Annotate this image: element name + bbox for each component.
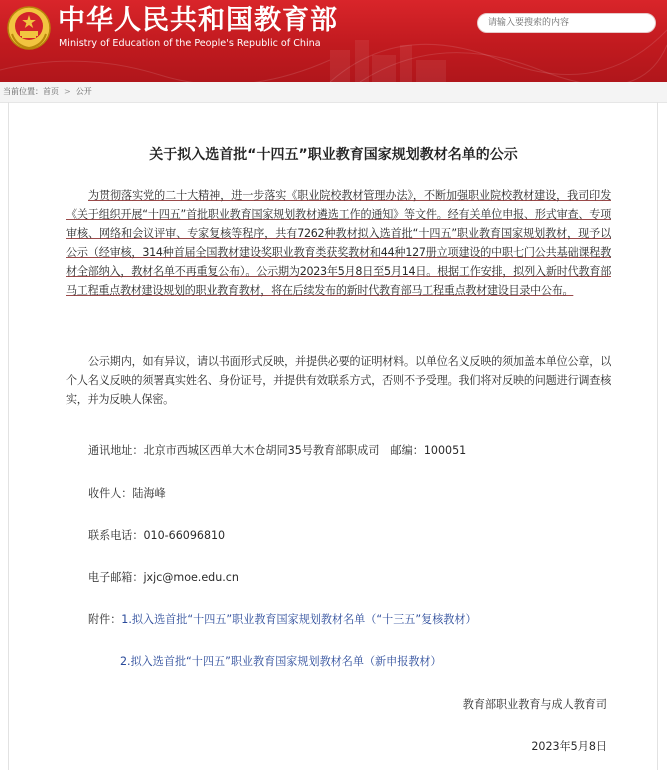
contact-phone: 联系电话：010-66096810 bbox=[88, 529, 226, 542]
breadcrumb-home-link[interactable]: 首页 bbox=[43, 87, 59, 96]
article-paragraph-1: 为贯彻落实党的二十大精神，进一步落实《职业院校教材管理办法》，不断加强职业院校教材建设，我司印发《关于组织开展“十四五”首批职业教育国家规划教材遴选工作的通知》等文件。经有关单位申报、形式审查、专项审核、网络和会议评审、专家复核等程序，共有7262种教材拟入选首批“十四五”职业教育国家规划教材，现予以公示（经审核，314种首届全国教材建设奖职业教育类获奖教材和44种127册立项建设的中职七门公共基础课程教材全部纳入，教材名单不再重复公布）。公示期为2023年5月8日至5月14日。根据工作安排，拟列入新时代教育部马工程重点教材建设规划的职业教育教材，将在后续发布的新时代教育部马工程重点教材建设目录中公布。 bbox=[66, 189, 611, 297]
contact-recipient: 收件人：陆海峰 bbox=[88, 487, 166, 500]
attachment-label: 附件： bbox=[88, 613, 122, 626]
site-name-english: Ministry of Education of the People's Republic of China bbox=[59, 38, 321, 49]
breadcrumb-prefix: 当前位置： bbox=[3, 87, 43, 96]
contact-address: 通讯地址：北京市西城区西单大木仓胡同35号教育部职成司 邮编：100051 bbox=[88, 444, 467, 457]
site-name[interactable]: 中华人民共和国教育部 bbox=[58, 5, 338, 36]
national-emblem-icon bbox=[6, 4, 52, 52]
attachment-link-1[interactable]: 1.拟入选首批“十四五”职业教育国家规划教材名单（“十三五”复核教材） bbox=[121, 613, 477, 626]
breadcrumb-public-link[interactable]: 公开 bbox=[75, 87, 92, 96]
breadcrumb-bar bbox=[0, 82, 667, 103]
search-input[interactable] bbox=[477, 13, 656, 33]
publish-date: 2023年5月8日 bbox=[531, 740, 607, 753]
contact-email: 电子邮箱：jxjc@moe.edu.cn bbox=[88, 571, 239, 584]
page-title: 关于拟入选首批“十四五”职业教育国家规划教材名单的公示 bbox=[149, 147, 518, 163]
attachment-link-2[interactable]: 2.拟入选首批“十四五”职业教育国家规划教材名单（新申报教材） bbox=[120, 655, 442, 668]
attachments-row bbox=[88, 613, 477, 627]
breadcrumb bbox=[3, 87, 92, 97]
article-paragraph-2: 公示期内，如有异议，请以书面形式反映，并提供必要的证明材料。以单位名义反映的须加盖本单位公章，以个人名义反映的须署真实姓名、身份证号，并提供有效联系方式，否则不予受理。我们将对反映的问题进行调查核实，并为反映人保密。 bbox=[66, 355, 611, 406]
breadcrumb-separator: > bbox=[64, 87, 71, 96]
signature: 教育部职业教育与成人教育司 bbox=[462, 698, 607, 711]
site-header bbox=[0, 0, 667, 82]
